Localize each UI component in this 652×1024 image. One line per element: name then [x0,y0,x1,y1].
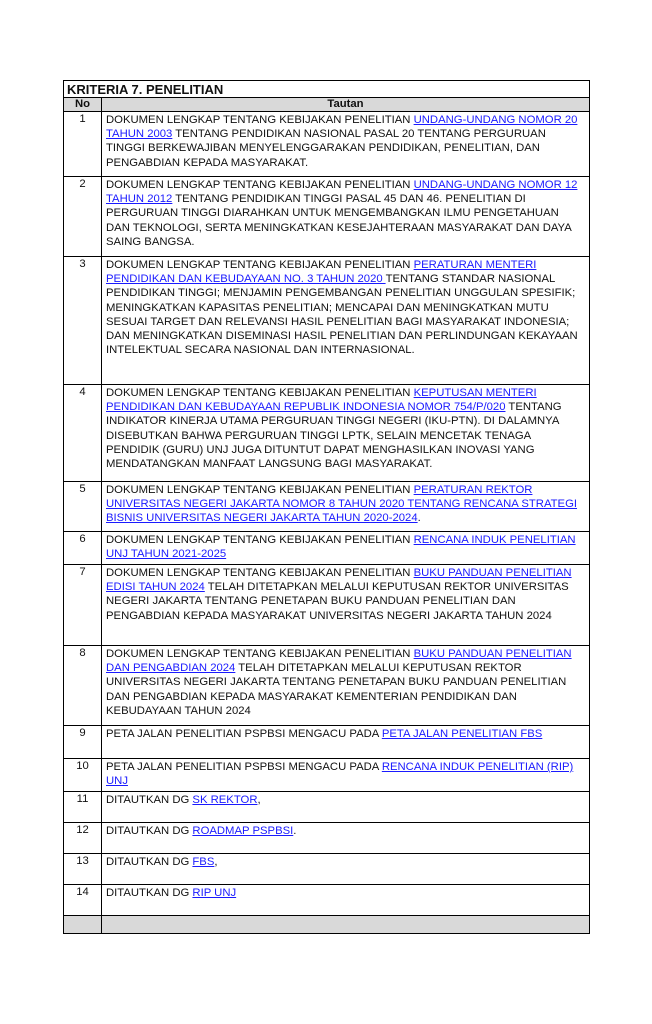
row-text-pre: PETA JALAN PENELITIAN PSPBSI MENGACU PADA [106,761,382,773]
row-number: 3 [64,257,102,385]
row-number: 10 [64,759,102,792]
row-number: 5 [64,482,102,532]
table-row [64,885,590,916]
document-link[interactable]: FBS [192,856,215,868]
table-row [64,112,590,177]
title-row [64,81,590,98]
document-link[interactable]: UNDANG-UNDANG NOMOR 20 TAHUN 2003 [106,114,578,141]
row-text [102,177,590,257]
row-number: 13 [64,854,102,885]
table-title: KRITERIA 7. PENELITIAN [64,81,590,98]
document-link[interactable]: RENCANA INDUK PENELITIAN (RIP) UNJ [106,761,574,788]
row-text-pre: DITAUTKAN DG [106,887,193,899]
row-text-post: . [293,825,297,837]
row-number: 11 [64,792,102,823]
table-row [64,482,590,532]
row-text-post: . [417,512,421,525]
row-text-pre: DITAUTKAN DG [106,825,193,837]
row-text [102,646,590,726]
criteria-table [63,80,590,934]
row-text [102,885,590,916]
row-text [102,257,590,385]
table-row [64,726,590,759]
row-text-pre: DOKUMEN LENGKAP TENTANG KEBIJAKAN PENELITIAN [106,387,414,399]
row-number: 12 [64,823,102,854]
row-number: 7 [64,565,102,646]
empty-row [64,916,590,934]
document-link[interactable]: BUKU PANDUAN PENELITIAN DAN PENGABDIAN 2024 [106,648,572,675]
table-row [64,532,590,565]
row-text-pre: DOKUMEN LENGKAP TENTANG KEBIJAKAN PENELITIAN [106,114,414,126]
row-text-pre: DITAUTKAN DG [106,794,193,806]
document-link[interactable]: PERATURAN REKTOR UNIVERSITAS NEGERI JAKARTA NOMOR 8 TAHUN 2020 TENTANG RENCANA STRATEGI BISNIS UNIVERSITAS NEGERI JAKARTA TAHUN 2020-2024 [106,484,578,525]
column-header-link: Tautan [102,98,590,112]
row-text [102,726,590,759]
row-text [102,532,590,565]
row-text-post: TELAH DITETAPKAN MELALUI KEPUTUSAN REKTOR UNIVERSITAS NEGERI JAKARTA TENTANG PENETAPAN BUKU PANDUAN PENELITIAN DAN PENGABDIAN KEPADA MASYARAKAT KEMENTERIAN PENDIDIKAN DAN KEBUDAYAAN TAHUN 2024 [106,662,567,717]
document-link[interactable]: KEPUTUSAN MENTERI PENDIDIKAN DAN KEBUDAYAAN REPUBLIK INDONESIA NOMOR 754/P/020 [106,387,537,414]
document-link[interactable]: ROADMAP PSPBSI [192,825,294,837]
table-row [64,854,590,885]
row-text [102,482,590,532]
table-row [64,792,590,823]
document-link[interactable]: RIP UNJ [192,887,237,899]
row-text [102,854,590,885]
row-number: 6 [64,532,102,565]
row-number: 4 [64,385,102,482]
row-text-pre: DOKUMEN LENGKAP TENTANG KEBIJAKAN PENELITIAN [106,534,414,546]
row-text [102,385,590,482]
row-number: 14 [64,885,102,916]
row-number: 2 [64,177,102,257]
row-text-post: , [257,794,261,806]
row-text-pre: DOKUMEN LENGKAP TENTANG KEBIJAKAN PENELITIAN [106,567,414,579]
row-text-post: , [214,856,218,868]
row-text-pre: DOKUMEN LENGKAP TENTANG KEBIJAKAN PENELITIAN [106,179,414,191]
row-text-post: TENTANG PENDIDIKAN NASIONAL PASAL 20 TENTANG PERGURUAN TINGGI BERKEWAJIBAN MENYELENGGARAKAN PENDIDIKAN, PENELITIAN, DAN PENGABDIAN KEPADA MASYARAKAT. [106,128,546,169]
header-row [64,98,590,112]
document-link[interactable]: RENCANA INDUK PENELITIAN UNJ TAHUN 2021-2025 [106,534,576,561]
table-row [64,257,590,385]
document-link[interactable]: SK REKTOR [192,794,258,806]
row-text [102,112,590,177]
row-text [102,565,590,646]
empty-cell-no [64,916,102,934]
document-link[interactable]: BUKU PANDUAN PENELITIAN EDISI TAHUN 2024 [106,567,572,594]
row-text-pre: DOKUMEN LENGKAP TENTANG KEBIJAKAN PENELITIAN [106,648,414,660]
empty-cell-link [102,916,590,934]
table-row [64,823,590,854]
row-text-post: TELAH DITETAPKAN MELALUI KEPUTUSAN REKTOR UNIVERSITAS NEGERI JAKARTA TENTANG PENETAPAN BUKU PANDUAN PENELITIAN DAN PENGABDIAN KEPADA MASYARAKAT UNIVERSITAS NEGERI JAKARTA TAHUN 2024 [106,581,569,622]
row-text-pre: PETA JALAN PENELITIAN PSPBSI MENGACU PADA [106,728,382,740]
document-link[interactable]: PETA JALAN PENELITIAN FBS [381,728,543,740]
row-number: 8 [64,646,102,726]
row-text [102,823,590,854]
row-text-pre: DOKUMEN LENGKAP TENTANG KEBIJAKAN PENELITIAN [106,259,414,271]
table-row [64,385,590,482]
row-text-post: TENTANG STANDAR NASIONAL PENDIDIKAN TINGGI; MENJAMIN PENGEMBANGAN PENELITIAN UNGGULAN SPESIFIK; MENINGKATKAN KAPASITAS PENELITIAN; MENCAPAI DAN MENINGKATKAN MUTU SESUAI TARGET DAN RELEVANSI HASIL PENELITIAN BAGI MASYARAKAT INDONESIA; DAN MENINGKATKAN DISEMINASI HASIL PENELITIAN DAN PERLINDUNGAN KEKAYAAN INTELEKTUAL SECARA NASIONAL DAN INTERNASIONAL. [106,273,578,357]
row-text-post: TENTANG INDIKATOR KINERJA UTAMA PERGURUAN TINGGI NEGERI (IKU-PTN). DI DALAMNYA DISEBUTKAN BAHWA PERGURUAN TINGGI LPTK, SELAIN MENCETAK TENAGA PENDIDIK (GURU) UNJ JUGA DITUNTUT DAPAT MENGHASILKAN INOVASI YANG MENDATANGKAN MANFAAT LANGSUNG BAGI MASYARAKAT. [106,401,562,471]
document-link[interactable]: PERATURAN MENTERI PENDIDIKAN DAN KEBUDAYAAN NO. 3 TAHUN 2020 [106,259,537,286]
document-link[interactable]: UNDANG-UNDANG NOMOR 12 TAHUN 2012 [106,179,578,206]
table-row [64,646,590,726]
table-row [64,759,590,792]
row-number: 1 [64,112,102,177]
row-number: 9 [64,726,102,759]
row-text [102,759,590,792]
column-header-no: No [64,98,102,112]
table-row [64,565,590,646]
table-row [64,177,590,257]
row-text-pre: DITAUTKAN DG [106,856,193,868]
row-text-post: TENTANG PENDIDIKAN TINGGI PASAL 45 DAN 46. PENELITIAN DI PERGURUAN TINGGI DIARAHKAN UNTUK MENGEMBANGKAN ILMU PENGETAHUAN DAN TEKNOLOGI, SERTA MENINGKATKAN KESEJAHTERAAN MASYARAKAT DAN DAYA SAING BANGSA. [106,193,572,248]
row-text [102,792,590,823]
row-text-pre: DOKUMEN LENGKAP TENTANG KEBIJAKAN PENELITIAN [106,484,414,496]
